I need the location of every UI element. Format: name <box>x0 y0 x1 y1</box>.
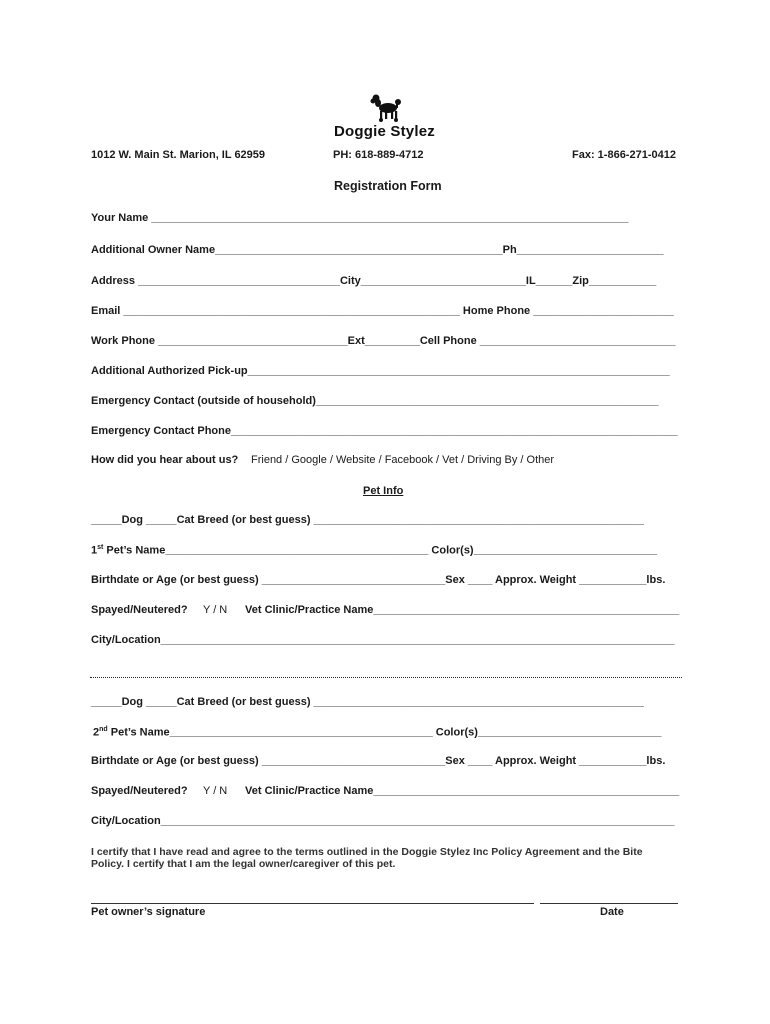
address-field[interactable]: Address _________________________________City___________________________IL______Zip___________ <box>91 275 657 287</box>
pet1-spayed-options[interactable]: Y / N <box>203 604 228 616</box>
logo <box>334 92 438 142</box>
pet2-city-field[interactable]: City/Location____________________________________________________________________________________ <box>91 815 675 827</box>
business-address: 1012 W. Main St. Marion, IL 62959 <box>91 149 266 161</box>
business-fax: Fax: 1-866-271-0412 <box>572 149 676 161</box>
form-title: Registration Form <box>334 179 442 193</box>
pet2-spayed-options[interactable]: Y / N <box>203 785 228 797</box>
pet1-ordinal: 1 <box>91 544 98 557</box>
pet2-birthdate-field[interactable]: Birthdate or Age (or best guess) ______________________________Sex ____ Approx. Weight ___________lbs. <box>91 755 666 767</box>
pet1-name-line: Pet’s Name___________________________________________ Color(s)______________________________ <box>103 544 658 557</box>
certify-text-line-2: Policy. I certify that I am the legal owner/caregiver of this pet. <box>91 858 396 870</box>
pet2-ordinal: 2 <box>93 726 100 739</box>
pickup-field[interactable]: Additional Authorized Pick-up_____________________________________________________________________ <box>91 365 670 377</box>
date-label: Date <box>600 906 624 918</box>
pet2-ordinal-suffix: nd <box>99 726 108 733</box>
pet1-city-field[interactable]: City/Location____________________________________________________________________________________ <box>91 634 675 646</box>
date-line[interactable] <box>540 903 678 904</box>
emergency-phone-field[interactable]: Emergency Contact Phone_________________________________________________________________________ <box>91 425 678 437</box>
poodle-icon <box>368 92 404 122</box>
pet2-spayed-label: Spayed/Neutered? <box>91 785 188 797</box>
your-name-field[interactable]: Your Name ______________________________________________________________________________ <box>91 212 629 224</box>
emergency-contact-field[interactable]: Emergency Contact (outside of household)________________________________________________________ <box>91 395 659 407</box>
pet-info-heading: Pet Info <box>363 485 404 497</box>
signature-label: Pet owner’s signature <box>91 906 206 918</box>
pet2-type-breed-field[interactable]: _____Dog _____Cat Breed (or best guess) ______________________________________________________ <box>91 696 644 708</box>
pet1-type-breed-field[interactable]: _____Dog _____Cat Breed (or best guess) ______________________________________________________ <box>91 514 644 526</box>
pet2-vet-field[interactable]: Vet Clinic/Practice Name__________________________________________________ <box>245 785 680 797</box>
email-field[interactable]: Email _______________________________________________________ Home Phone _______________________ <box>91 305 674 317</box>
hear-about-label: How did you hear about us? <box>91 454 239 466</box>
pet-divider <box>90 677 682 678</box>
hear-about-options[interactable]: Friend / Google / Website / Facebook / Vet / Driving By / Other <box>251 454 555 466</box>
additional-owner-field[interactable]: Additional Owner Name_______________________________________________Ph________________________ <box>91 244 664 256</box>
pet1-name-field[interactable] <box>91 544 657 557</box>
pet2-name-line: Pet’s Name___________________________________________ Color(s)______________________________ <box>107 726 662 739</box>
pet1-birthdate-field[interactable]: Birthdate or Age (or best guess) ______________________________Sex ____ Approx. Weight ___________lbs. <box>91 574 666 586</box>
logo-text: Doggie Stylez <box>334 123 435 140</box>
signature-line[interactable] <box>91 903 534 904</box>
pet1-ordinal-suffix: st <box>97 544 104 551</box>
pet1-vet-field[interactable]: Vet Clinic/Practice Name__________________________________________________ <box>245 604 680 616</box>
business-phone: PH: 618-889-4712 <box>333 149 424 161</box>
certify-text-line-1: I certify that I have read and agree to the terms outlined in the Doggie Stylez Inc Policy Agreement and the Bite <box>91 846 643 858</box>
pet1-spayed-label: Spayed/Neutered? <box>91 604 188 616</box>
work-phone-field[interactable]: Work Phone _______________________________Ext_________Cell Phone ________________________________ <box>91 335 676 347</box>
pet2-name-field[interactable] <box>93 726 661 739</box>
